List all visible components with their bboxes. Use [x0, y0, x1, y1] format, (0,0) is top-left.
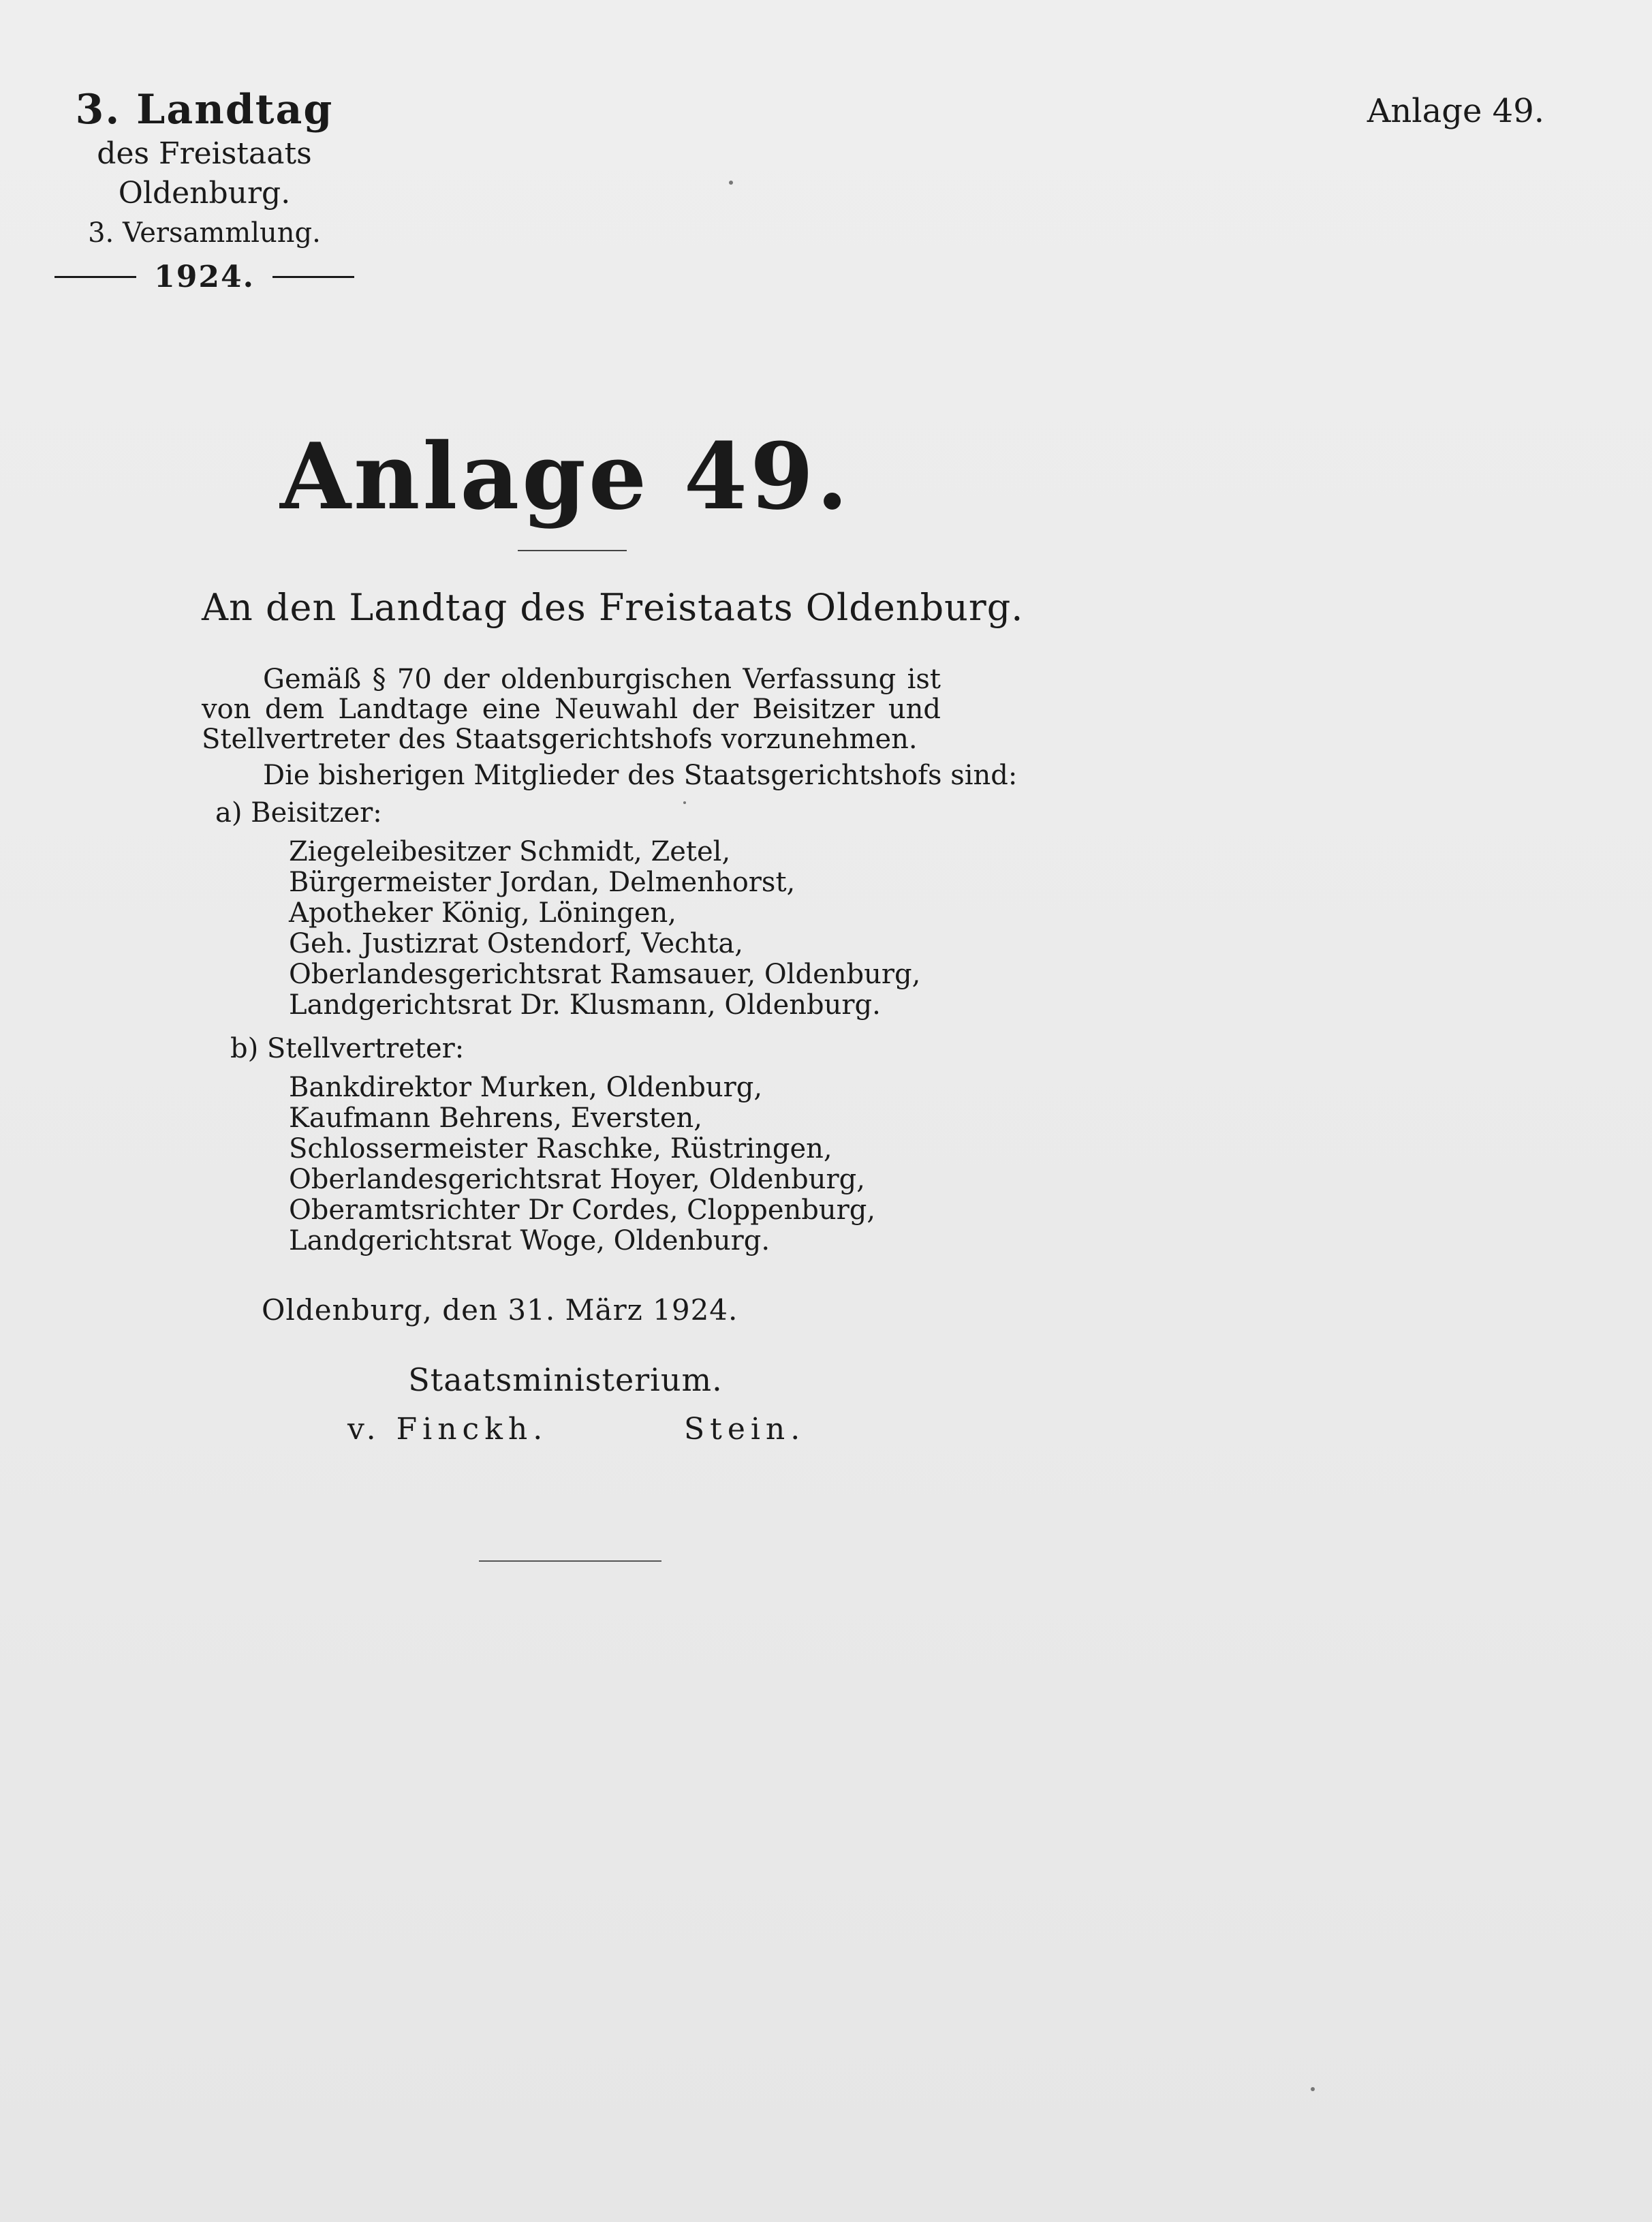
- beisitzer-list: [289, 837, 920, 1021]
- closing-divider: [479, 1560, 661, 1562]
- list-item: Geh. Justizrat Ostendorf, Vechta,: [289, 928, 743, 959]
- list-item: Oberamtsrichter Dr Cordes, Cloppenburg,: [289, 1194, 876, 1226]
- signature-right: Stein.: [684, 1412, 806, 1447]
- header-year: 1924.: [154, 260, 255, 294]
- header-rule-left: [54, 276, 136, 278]
- page-title: Anlage 49.: [280, 422, 851, 530]
- date-line: Oldenburg, den 31. März 1924.: [262, 1293, 738, 1327]
- body-paragraph: Gemäß § 70 der oldenburgischen Verfassung ist von dem Landtage eine Neuwahl der Beisitzer und Stellvertreter des Staatsgerichtshofs vorzunehmen.: [202, 664, 941, 755]
- list-a-heading: a) Beisitzer:: [215, 797, 382, 829]
- header-landtag: 3. Landtag: [75, 86, 334, 134]
- top-right-label: Anlage 49.: [1367, 92, 1544, 130]
- list-item: Landgerichtsrat Woge, Oldenburg.: [289, 1225, 770, 1256]
- list-item: Kaufmann Behrens, Eversten,: [289, 1102, 702, 1134]
- list-b-heading: b) Stellvertreter:: [230, 1033, 465, 1064]
- signature-ministry: Staatsministerium.: [408, 1361, 723, 1398]
- signature-left: v. Finckh.: [347, 1412, 548, 1447]
- list-item: Schlossermeister Raschke, Rüstringen,: [289, 1133, 832, 1164]
- list-item: Oberlandesgerichtsrat Hoyer, Oldenburg,: [289, 1164, 865, 1195]
- list-item: Landgerichtsrat Dr. Klusmann, Oldenburg.: [289, 989, 881, 1021]
- paper-speck: [683, 801, 686, 804]
- list-item: Bürgermeister Jordan, Delmenhorst,: [289, 867, 796, 898]
- header-block: [54, 85, 354, 294]
- header-year-row: [54, 260, 354, 294]
- list-item: Bankdirektor Murken, Oldenburg,: [289, 1072, 763, 1103]
- stellvertreter-list: [289, 1073, 875, 1256]
- list-item: Apotheker König, Löningen,: [289, 897, 677, 929]
- title-divider: [518, 550, 627, 551]
- list-item: Ziegeleibesitzer Schmidt, Zetel,: [289, 836, 731, 867]
- header-versammlung: 3. Versammlung.: [88, 217, 321, 249]
- paper-speck: [729, 181, 733, 185]
- list-item: Oberlandesgerichtsrat Ramsauer, Oldenburg,: [289, 959, 921, 990]
- header-rule-right: [272, 276, 354, 278]
- paper-speck: [1311, 2087, 1315, 2091]
- header-freistaat: des Freistaats Oldenburg.: [97, 136, 312, 211]
- addressee: An den Landtag des Freistaats Oldenburg.: [202, 586, 1024, 629]
- members-intro: Die bisherigen Mitglieder des Staatsgerichtshofs sind:: [263, 760, 1018, 791]
